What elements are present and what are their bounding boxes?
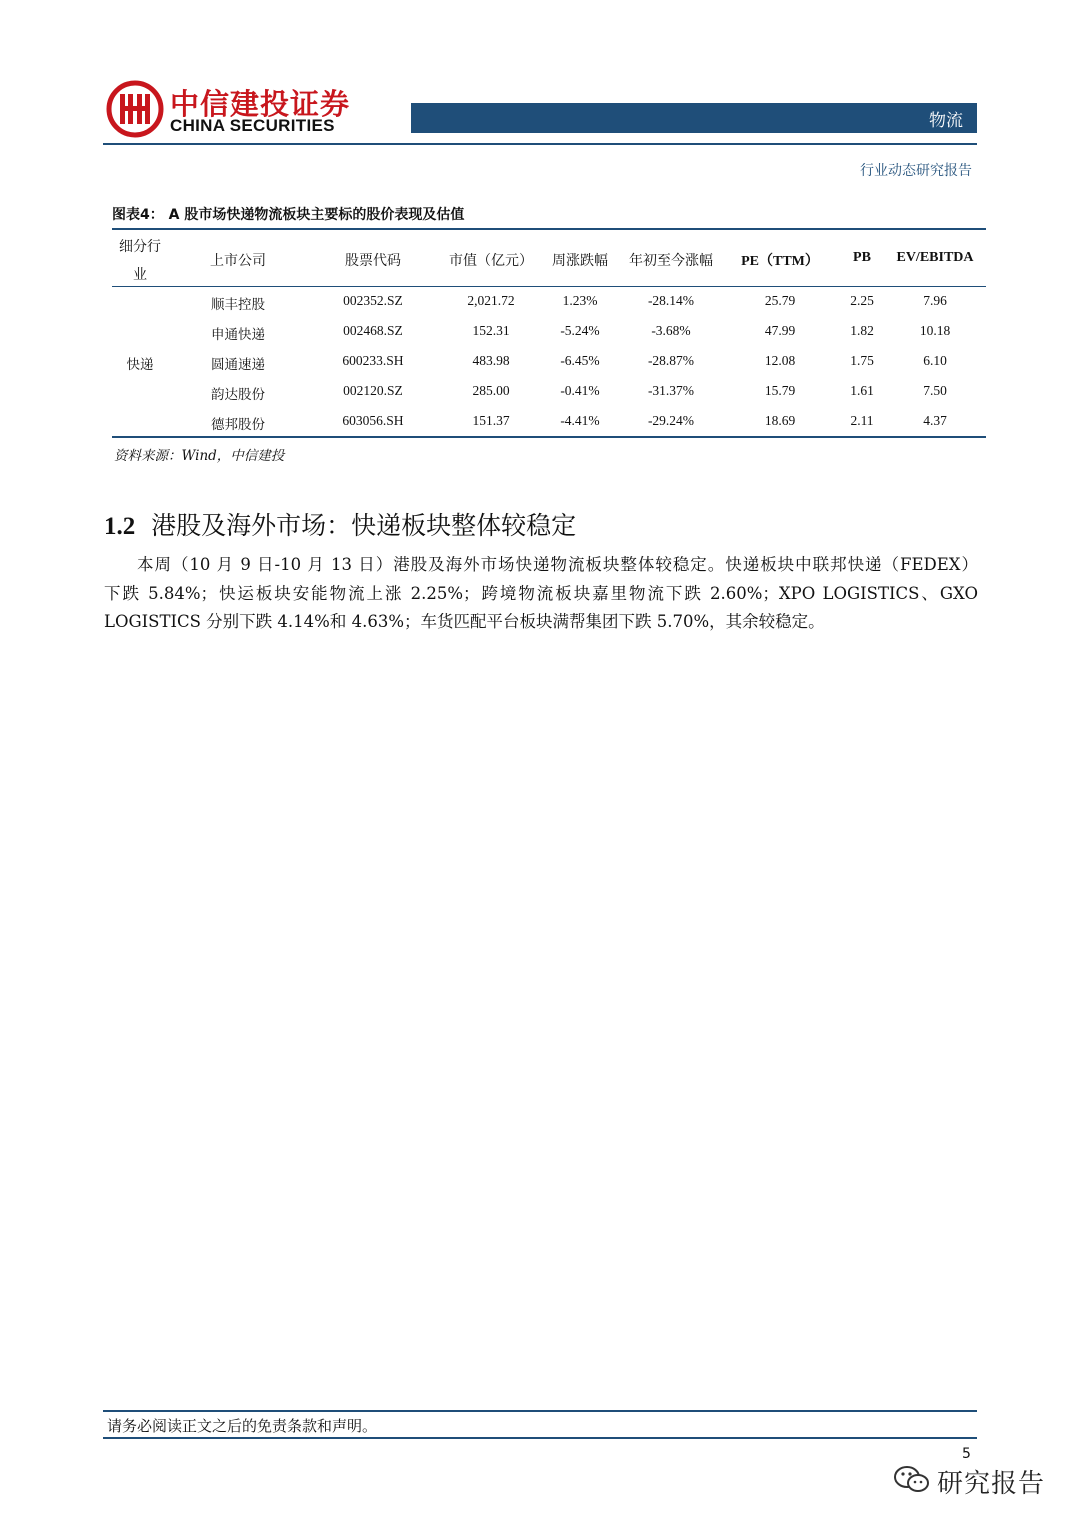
segment-cell: 快递 (126, 357, 154, 373)
ytd-change-cell: -31.37% (647, 383, 695, 398)
header-pb: PB (853, 250, 871, 265)
header-segment: 细分行 (119, 239, 161, 255)
week-change-cell: -4.41% (560, 413, 600, 428)
ytd-change-cell: -28.87% (647, 353, 695, 368)
market-cap-cell: 2,021.72 (467, 293, 515, 308)
week-change-cell: -5.24% (560, 323, 600, 338)
header-segment-cont: 业 (133, 267, 147, 283)
ev-cell: 4.37 (923, 413, 947, 428)
pe-cell: 25.79 (764, 293, 796, 308)
market-cap-cell: 151.37 (472, 413, 510, 428)
pe-cell: 12.08 (764, 353, 796, 368)
paragraph-line: 本周（10 月 9 日-10 月 13 日）港股及海外市场快递物流板块整体较稳定。快递板块中联邦快递（FEDEX） (137, 555, 978, 574)
section-title: 港股及海外市场：快递板块整体较稳定 (151, 511, 577, 540)
figure-title: 图表4： A 股市场快递物流板块主要标的股价表现及估值 (112, 207, 465, 223)
pe-cell: 18.69 (764, 413, 796, 428)
ev-cell: 7.50 (923, 383, 947, 398)
market-cap-cell: 285.00 (472, 383, 510, 398)
pe-cell: 15.79 (764, 383, 796, 398)
section-heading (104, 506, 576, 542)
ytd-change-cell: -28.14% (647, 293, 695, 308)
disclaimer: 请务必阅读正文之后的免责条款和声明。 (107, 1417, 378, 1435)
header-market-cap: 市值（亿元） (449, 253, 533, 269)
market-cap-cell: 483.98 (472, 353, 510, 368)
pb-cell: 2.11 (850, 413, 874, 428)
source-note: 资料来源：Wind，中信建投 (114, 448, 285, 464)
header-code: 股票代码 (345, 253, 401, 269)
logo-icon (106, 80, 164, 138)
section-label: 物流 (929, 111, 963, 131)
pb-cell: 1.75 (850, 353, 874, 368)
code-cell: 600233.SH (342, 353, 404, 368)
header-divider (103, 143, 977, 145)
footer-divider-top (103, 1410, 977, 1412)
logo-name-cn: 中信建投证券 (170, 87, 351, 121)
market-cap-cell: 152.31 (472, 323, 510, 338)
wechat-icon (893, 1465, 931, 1499)
paragraph-line: 下跌 5.84%；快运板块安能物流上涨 2.25%；跨境物流板块嘉里物流下跌 2.60%；XPO LOGISTICS、GXO (104, 583, 978, 603)
ytd-change-cell: -29.24% (647, 413, 695, 428)
header-company: 上市公司 (210, 253, 266, 269)
header-week-change: 周涨跌幅 (552, 253, 608, 269)
week-change-cell: -6.45% (560, 353, 600, 368)
company-cell: 申通快递 (211, 327, 265, 343)
watermark-text: 研究报告 (937, 1469, 1046, 1499)
paragraph-line: LOGISTICS 分别下跌 4.14%和 4.63%；车货匹配平台板块满帮集团下跌 5.70%，其余较稳定。 (104, 612, 825, 631)
code-cell: 002468.SZ (343, 323, 403, 338)
section-number: 1.2 (104, 513, 136, 540)
table-top-rule (112, 228, 986, 230)
header-ev-ebitda: EV/EBITDA (896, 250, 974, 265)
ytd-change-cell: -3.68% (651, 323, 691, 338)
code-cell: 603056.SH (342, 413, 404, 428)
code-cell: 002120.SZ (343, 383, 403, 398)
ev-cell: 6.10 (923, 353, 947, 368)
pb-cell: 1.61 (850, 383, 874, 398)
company-cell: 韵达股份 (211, 387, 265, 403)
week-change-cell: -0.41% (560, 383, 600, 398)
week-change-cell: 1.23% (562, 293, 598, 308)
logo-name-en: CHINA SECURITIES (170, 116, 335, 135)
ev-cell: 7.96 (923, 293, 947, 308)
pb-cell: 2.25 (850, 293, 874, 308)
pb-cell: 1.82 (850, 323, 874, 338)
ev-cell: 10.18 (919, 323, 951, 338)
body-paragraph (104, 551, 978, 637)
header-pe: PE（TTM） (741, 254, 819, 269)
table-header-rule (112, 286, 986, 287)
watermark (893, 1463, 1045, 1500)
page-number: 5 (962, 1446, 971, 1462)
footer-divider-bottom (103, 1437, 977, 1439)
report-type: 行业动态研究报告 (860, 163, 972, 179)
company-cell: 顺丰控股 (211, 297, 265, 313)
header-bar (411, 103, 977, 133)
company-cell: 圆通速递 (211, 357, 265, 373)
pe-cell: 47.99 (764, 323, 796, 338)
table-bottom-rule (112, 436, 986, 438)
code-cell: 002352.SZ (343, 293, 403, 308)
company-cell: 德邦股份 (211, 417, 265, 433)
header-ytd-change: 年初至今涨幅 (629, 253, 713, 269)
